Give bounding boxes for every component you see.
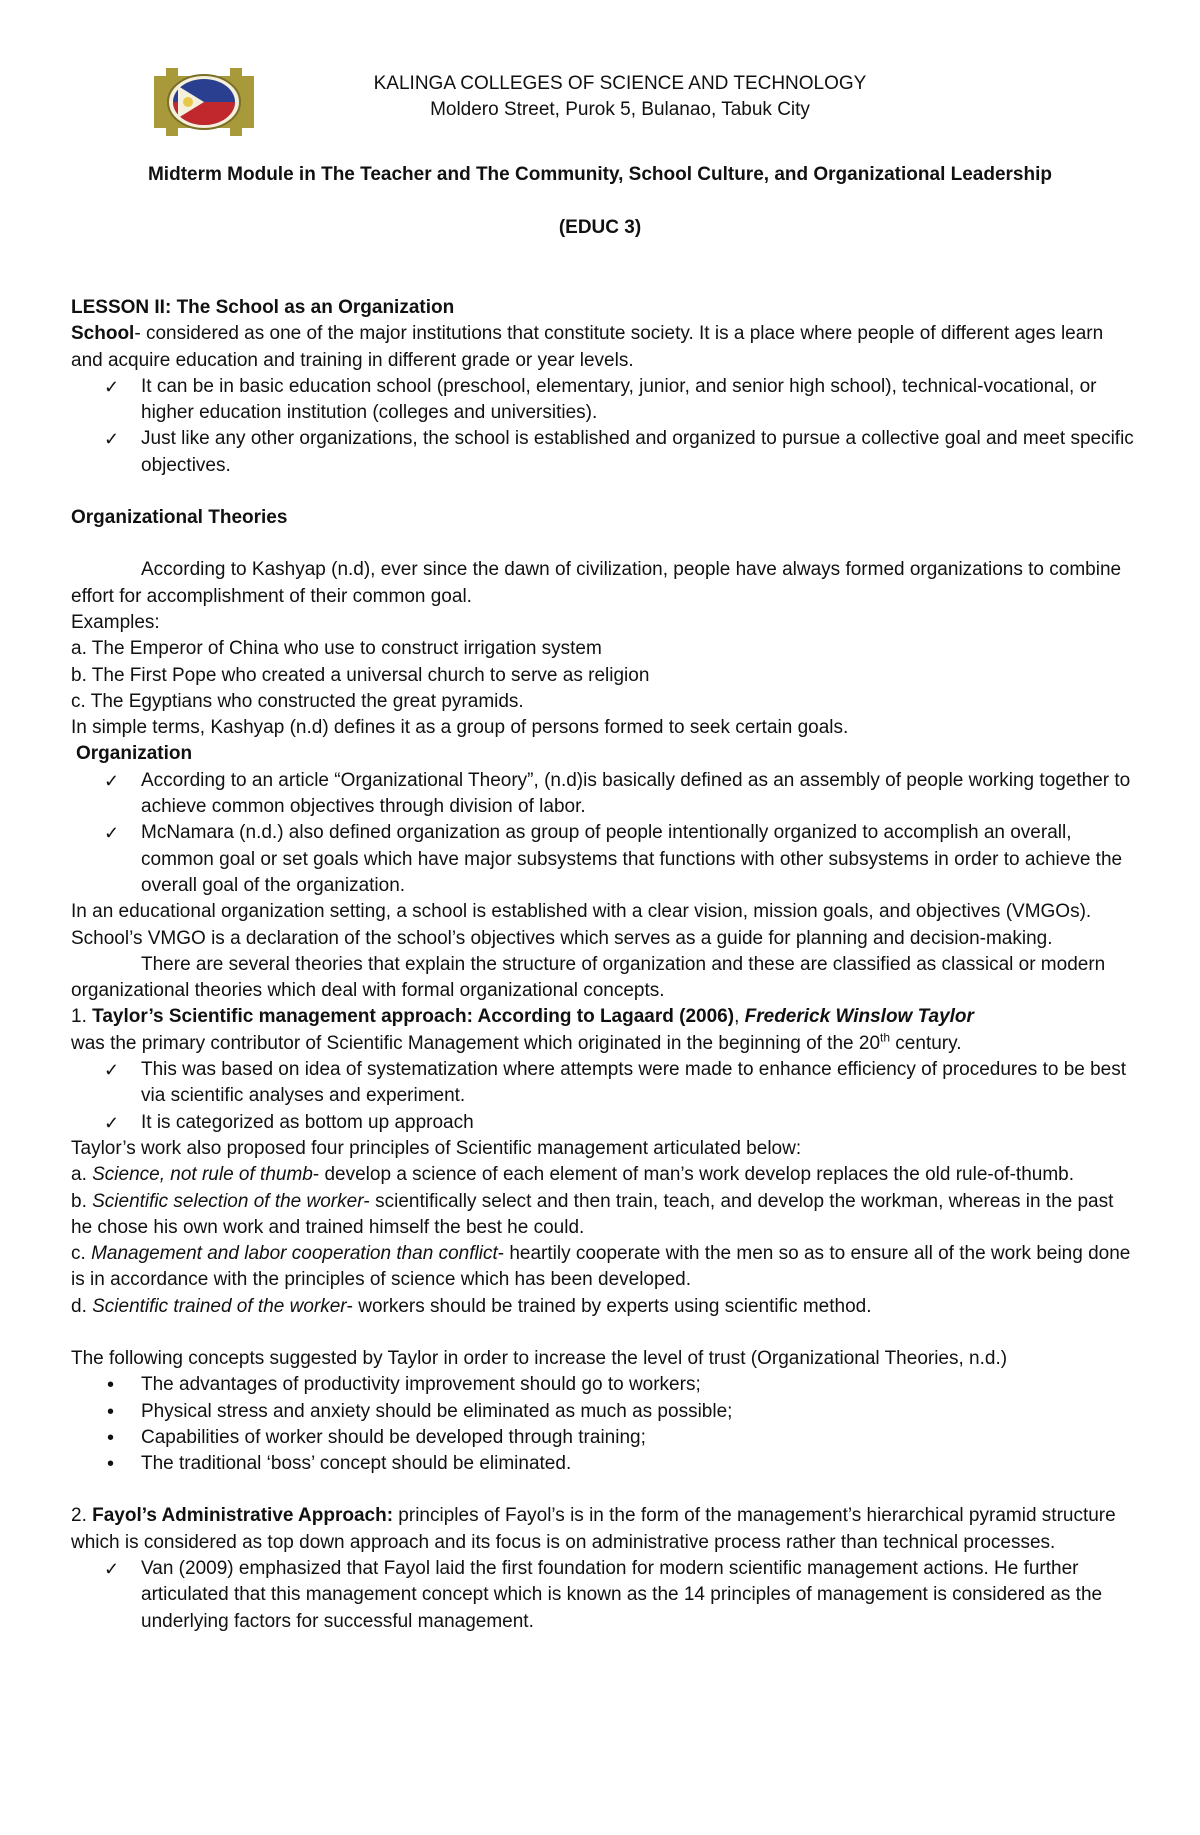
list-item xyxy=(71,1372,1136,1398)
taylor-contribution-end: century. xyxy=(890,1032,962,1054)
checkmark-icon: ✓ xyxy=(104,770,120,791)
bullet-icon: • xyxy=(107,1453,115,1476)
principle-text: - scientifically select and then train, teach, and develop the workman, whereas in the past he chose his own work and trained himself the best he could. xyxy=(71,1190,1114,1238)
fayol-paragraph xyxy=(71,1503,1136,1556)
list-item xyxy=(71,1399,1136,1425)
examples-label: Examples: xyxy=(71,611,160,633)
organization-heading: Organization xyxy=(76,743,193,765)
list-item-text: Physical stress and anxiety should be eliminated as much as possible; xyxy=(141,1400,733,1422)
taylor-comma: , xyxy=(734,1006,745,1028)
trust-intro: The following concepts suggested by Taylor in order to increase the level of trust (Organizational Theories, n.d.) xyxy=(71,1347,1008,1369)
checkmark-icon: ✓ xyxy=(104,1112,120,1133)
ordinal-superscript: th xyxy=(880,1030,891,1045)
list-item xyxy=(71,768,1136,821)
vmgo-paragraph: In an educational organization setting, a school is established with a clear vision, mission goals, and objectives (VMGOs). School’s VMGO is a declaration of the school’s objectives which serves as a guide for planning and decision-making. xyxy=(71,901,1092,949)
list-item-text: It is categorized as bottom up approach xyxy=(141,1111,474,1133)
principle-item xyxy=(71,1162,1136,1188)
list-item xyxy=(71,1425,1136,1451)
list-item-text: McNamara (n.d.) also defined organization as group of people intentionally organized to accomplish an overall, common goal or set goals which have major subsystems that functions with other subsystems in order to achieve the overall goal of the organization. xyxy=(141,822,1123,896)
principle-item xyxy=(71,1241,1136,1294)
list-item-text: The advantages of productivity improvement should go to workers; xyxy=(141,1374,701,1396)
school-definition xyxy=(71,321,1136,374)
taylor-number: 1. xyxy=(71,1006,93,1028)
school-definition-text: - considered as one of the major institutions that constitute society. It is a place where people of different ages learn and acquire education and training in different grade or year levels. xyxy=(71,323,1104,371)
taylor-contribution-text: was the primary contributor of Scientific Management which originated in the beginning of the 20 xyxy=(71,1032,881,1054)
list-item-text: It can be in basic education school (preschool, elementary, junior, and senior high school), technical-vocational, or higher education institution (colleges and universities). xyxy=(141,375,1097,424)
trust-points-list xyxy=(71,1372,1136,1477)
principle-term: Scientific trained of the worker xyxy=(92,1295,347,1317)
fayol-number: 2. xyxy=(71,1505,93,1527)
principle-text: - heartily cooperate with the men so as to ensure all of the work being done is in accordance with the principles of science which has been developed. xyxy=(71,1243,1131,1291)
example-item: c. The Egyptians who constructed the great pyramids. xyxy=(71,690,524,712)
principle-text: - workers should be trained by experts using scientific method. xyxy=(346,1295,872,1317)
principle-term: Scientific selection of the worker xyxy=(92,1190,364,1212)
bullet-icon: • xyxy=(107,1400,115,1423)
example-item: b. The First Pope who created a universal church to serve as religion xyxy=(71,664,650,686)
several-theories-text: There are several theories that explain the structure of organization and these are classified as classical or modern organizational theories which deal with formal organizational concepts. xyxy=(71,953,1106,1002)
taylor-name: Frederick Winslow Taylor xyxy=(744,1006,974,1028)
theories-intro-text: According to Kashyap (n.d), ever since the dawn of civilization, people have always formed organizations to combine effort for accomplishment of their common goal. xyxy=(71,559,1122,607)
checkmark-icon: ✓ xyxy=(104,823,120,844)
list-item-text: Just like any other organizations, the school is established and organized to pursue a collective goal and meet specific objectives. xyxy=(141,428,1134,476)
school-term: School xyxy=(71,323,135,345)
principle-prefix: a. xyxy=(71,1164,93,1186)
list-item-text: According to an article “Organizational Theory”, (n.d)is basically defined as an assembly of people working together to achieve common objectives through division of labor. xyxy=(141,769,1131,818)
theories-heading: Organizational Theories xyxy=(71,507,288,529)
principle-text: - develop a science of each element of man’s work develop replaces the old rule-of-thumb. xyxy=(312,1164,1074,1186)
fayol-heading: Fayol’s Administrative Approach: xyxy=(92,1505,394,1527)
principle-term: Management and labor cooperation than conflict xyxy=(91,1243,498,1265)
principles-intro: Taylor’s work also proposed four principles of Scientific management articulated below: xyxy=(71,1137,802,1159)
taylor-heading xyxy=(71,1004,1136,1030)
taylor-points-list xyxy=(71,1057,1136,1136)
document-body xyxy=(71,295,1136,1635)
simple-terms: In simple terms, Kashyap (n.d) defines it as a group of persons formed to seek certain goals. xyxy=(71,717,849,739)
list-item xyxy=(71,820,1136,899)
principle-prefix: d. xyxy=(71,1295,93,1317)
list-item-text: Van (2009) emphasized that Fayol laid the first foundation for modern scientific management actions. He further articulated that this management concept which is known as the 14 principles of management is considered as the underlying factors for successful management. xyxy=(141,1558,1103,1632)
taylor-contribution xyxy=(71,1031,1136,1057)
bullet-icon: • xyxy=(107,1426,115,1449)
school-points-list xyxy=(71,374,1136,479)
principle-term: Science, not rule of thumb xyxy=(92,1164,313,1186)
list-item xyxy=(71,1057,1136,1110)
principle-item xyxy=(71,1189,1136,1242)
lesson-heading: LESSON II: The School as an Organization xyxy=(71,297,455,318)
several-theories-paragraph xyxy=(71,952,1136,1005)
list-item xyxy=(71,374,1136,427)
principle-item xyxy=(71,1294,1136,1320)
course-code: (EDUC 3) xyxy=(558,217,642,238)
bullet-icon: • xyxy=(107,1374,115,1397)
principle-prefix: c. xyxy=(71,1243,92,1265)
list-item xyxy=(71,1451,1136,1477)
checkmark-icon: ✓ xyxy=(104,1559,120,1580)
principle-prefix: b. xyxy=(71,1190,93,1212)
checkmark-icon: ✓ xyxy=(104,1060,120,1081)
taylor-heading-text: Taylor’s Scientific management approach: According to Lagaard (2006) xyxy=(92,1006,735,1028)
module-title: Midterm Module in The Teacher and The Community, School Culture, and Organizational Leadership xyxy=(147,164,1052,185)
fayol-text: principles of Fayol’s is in the form of the management’s hierarchical pyramid structure which is considered as top down approach and its focus is on administrative process rather than technical processes. xyxy=(71,1505,1116,1553)
theories-intro xyxy=(71,557,1136,610)
list-item-text: This was based on idea of systematization where attempts were made to enhance efficiency of procedures to be best via scientific analyses and experiment. xyxy=(141,1059,1127,1107)
example-item: a. The Emperor of China who use to construct irrigation system xyxy=(71,638,602,660)
fayol-points-list xyxy=(71,1556,1136,1635)
checkmark-icon: ✓ xyxy=(104,429,120,450)
list-item-text: Capabilities of worker should be developed through training; xyxy=(141,1426,646,1448)
organization-points-list xyxy=(71,768,1136,899)
list-item xyxy=(71,426,1136,479)
institution-name: KALINGA COLLEGES OF SCIENCE AND TECHNOLOGY xyxy=(373,73,867,94)
list-item xyxy=(71,1110,1136,1136)
list-item xyxy=(71,1556,1136,1635)
list-item-text: The traditional ‘boss’ concept should be eliminated. xyxy=(141,1453,572,1475)
checkmark-icon: ✓ xyxy=(104,376,120,397)
institution-address: Moldero Street, Purok 5, Bulanao, Tabuk City xyxy=(430,99,810,120)
